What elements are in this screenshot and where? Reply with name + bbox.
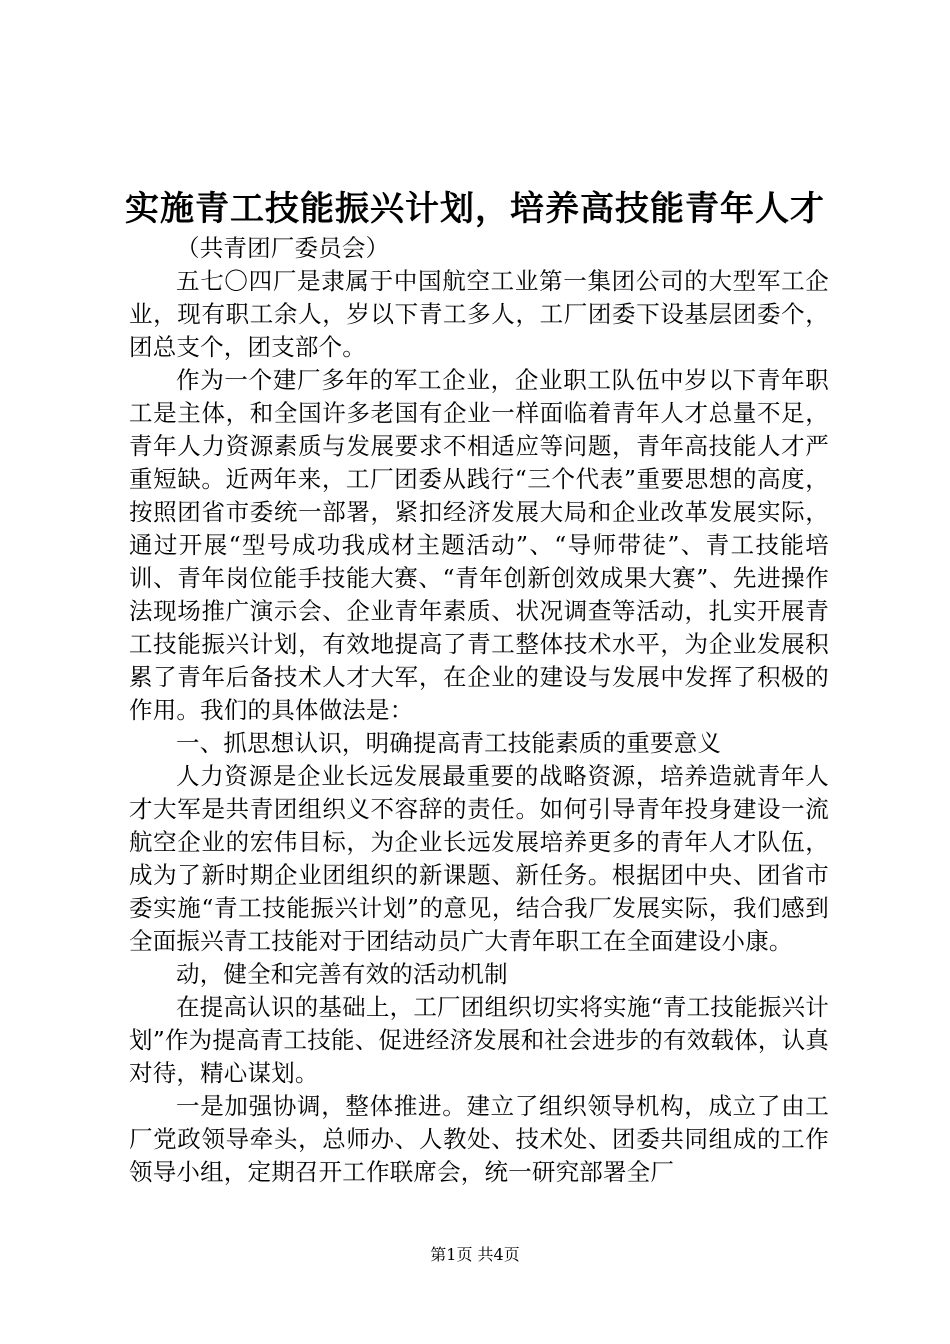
section-heading-2: 动，健全和完善有效的活动机制	[176, 960, 508, 988]
paragraph-intro: 五七〇四厂是隶属于中国航空工业第一集团公司的大型军工企业，现有职工余人，岁以下青工多人，工厂团委下设基层团委个，团总支个，团支部个。	[129, 267, 829, 361]
paragraph-background: 作为一个建厂多年的军工企业，企业职工队伍中岁以下青年职工是主体，和全国许多老国有企业一样面临着青年人才总量不足，青年人力资源素质与发展要求不相适应等问题，青年高技能人才严重短缺。近两年来，工厂团委从践行“三个代表”重要思想的高度，按照团省市委统一部署，紧扣经济发展大局和企业改革发展实际，通过开展“型号成功我成材主题活动”、“导师带徒”、青工技能培训、青年岗位能手技能大赛、“青年创新创效成果大赛”、先进操作法现场推广演示会、企业青年素质、状况调查等活动，扎实开展青工技能振兴计划，有效地提高了青工整体技术水平，为企业发展积累了青年后备技术人才大军，在企业的建设与发展中发挥了积极的作用。我们的具体做法是：	[129, 366, 829, 724]
paragraph-point-1: 一是加强协调，整体推进。建立了组织领导机构，成立了由工厂党政领导牵头，总师办、人教处、技术处、团委共同组成的工作领导小组，定期召开工作联席会，统一研究部署全厂	[129, 1092, 829, 1186]
paragraph-section-2: 在提高认识的基础上，工厂团组织切实将实施“青工技能振兴计划”作为提高青工技能、促进经济发展和社会进步的有效载体，认真对待，精心谋划。	[129, 993, 829, 1087]
paragraph-section-1: 人力资源是企业长远发展最重要的战略资源，培养造就青年人才大军是共青团组织义不容辞的责任。如何引导青年投身建设一流航空企业的宏伟目标，为企业长远发展培养更多的青年人才队伍，成为了新时期企业团组织的新课题、新任务。根据团中央、团省市委实施“青工技能振兴计划”的意见，结合我厂发展实际，我们感到全面振兴青工技能对于团结动员广大青年职工在全面建设小康。	[129, 762, 829, 955]
page-footer: 第1页 共4页	[430, 1245, 520, 1264]
document-title: 实施青工技能振兴计划，培养高技能青年人才	[125, 189, 825, 229]
paragraph-author: （共青团厂委员会）	[176, 234, 390, 262]
section-heading-1: 一、抓思想认识，明确提高青工技能素质的重要意义	[176, 729, 722, 757]
document-body	[129, 232, 829, 1189]
